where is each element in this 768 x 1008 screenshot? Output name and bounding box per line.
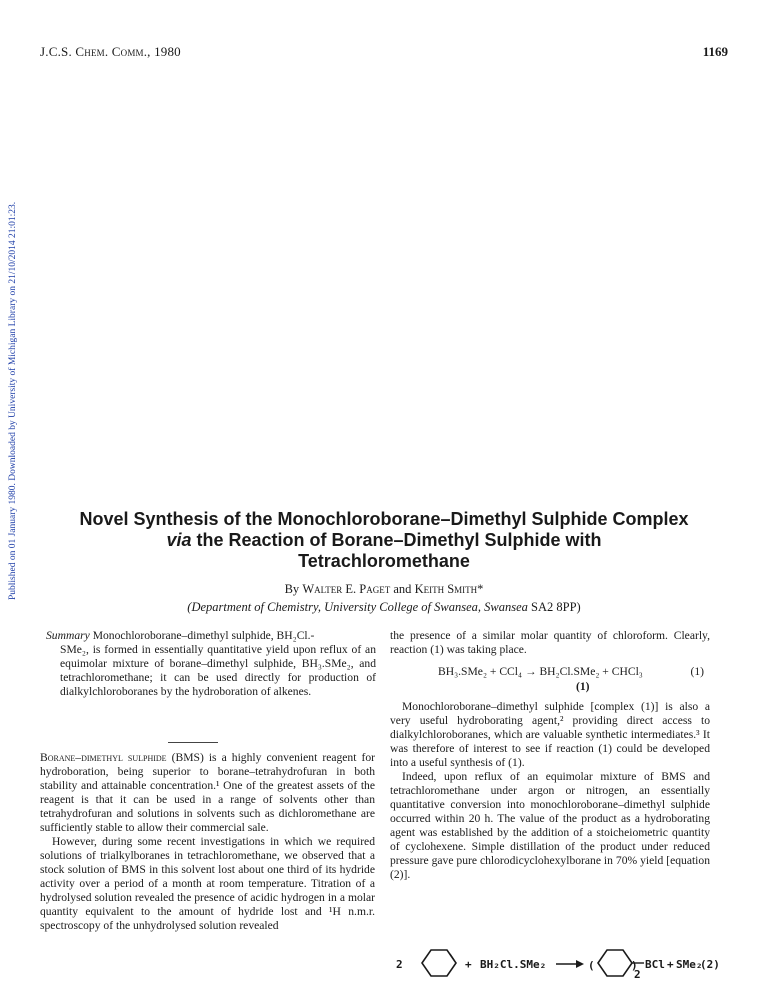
reaction-scheme-2 [388,944,720,982]
summary-label: Summary [46,629,90,642]
left-column-body [40,751,375,933]
scheme-paren-close: ) [631,959,638,972]
left-paragraph-1 [40,751,375,835]
section-divider [168,742,218,743]
title-line-1: Novel Synthesis of the Monochloroborane–Dimethyl Sulphide Complex [79,509,689,529]
left-paragraph-1-text: (BMS) is a highly convenient reagent for hydroboration, being superior to borane–tetrahydrofuran in both stability and attainable concentration.¹ One of the greatest assets of the reagent is that it can be used in a range of solvents other than tetrahydrofuran and solutions in solvents such as dichloromethane are sufficiently stable to allow their commercial sale. [40,751,375,834]
reaction-arrow [556,960,584,968]
journal-name: Chem. Comm. [75,44,148,59]
title-line-3: Tetrachloromethane [298,551,470,571]
right-paragraph-1: Monochloroborane–dimethyl sulphide [complex (1)] is also a very useful hydroborating agent,² providing direct access to dialkylchloroboranes, which are valuable synthetic intermediates.³ It was therefore of interest to see if reaction (1) could be developed into a useful synthesis of (1). [390,700,710,769]
summary-rest: SMe₂, is formed in essentially quantitative yield upon reflux of an equimolar mixture of borane–dimethyl sulphide, BH₃.SMe₂, and tetrachloromethane; it can be used directly for production of dialkylchloroboranes by the hydroboration of alkenes. [60,643,376,698]
affiliation [60,600,708,615]
scheme-subscript: 2 [634,968,641,981]
title-line-2-rest: the Reaction of Borane–Dimethyl Sulphide with [191,530,602,550]
scheme-coefficient: 2 [396,958,403,971]
equation-1-text: BH₃.SMe₂ + CCl₄ → BH₂Cl.SMe₂ + CHCl₃ [438,665,643,678]
affiliation-text: (Department of Chemistry, University College of Swansea, Swansea [187,600,528,614]
author-line [60,582,708,597]
author-1: Walter E. Paget [302,582,391,596]
right-column-intro: the presence of a similar molar quantity of chloroform. Clearly, reaction (1) was taking place. [390,629,710,656]
journal-year: , 1980 [147,44,181,59]
and-label: and [390,582,415,596]
equation-1-number: (1) [690,665,704,678]
summary-first-line: Monochloroborane–dimethyl sulphide, BH₂Cl.- [89,629,315,642]
scheme-reagent: BH₂Cl.SMe₂ [480,958,547,971]
title-via: via [166,530,192,550]
journal-prefix: J.C.S. [40,44,76,59]
scheme-byproduct: SMe₂ [676,958,703,971]
compound-label-1: (1) [576,680,590,693]
running-header [40,44,181,60]
affiliation-postcode: SA2 8PP) [527,600,581,614]
cyclohexene-structure [422,950,456,976]
bms-heading: Borane–dimethyl sulphide [40,751,167,764]
scheme-plus-1: + [465,958,472,971]
scheme-bcl: BCl [645,958,665,971]
scheme-paren-open: ( [588,959,595,972]
right-paragraph-2: Indeed, upon reflux of an equimolar mixture of BMS and tetrachloromethane under argon or nitrogen, an essentially quantitative conversion into monochloroborane–dimethyl sulphide occurred within 20 h. The value of the product as a hydroborating agent was established by the addition of a stoicheiometric quantity of cyclohexene. Simple distillation of the product under reduced pressure gave pure chlorodicyclohexylborane in 70% yield [equation (2)]. [390,770,710,881]
by-label: By [284,582,303,596]
article-title [60,509,708,572]
scheme-plus-2: + [667,958,674,971]
summary-block [46,629,376,699]
left-paragraph-2: However, during some recent investigations in which we required solutions of trialkylboranes in tetrachloromethane, we observed that a stock solution of BMS in this solvent lost about one third of its hydride activity over a period of a month at room temperature. Titration of a hydrolysed solution revealed the presence of acidic hydrogen in a molar quantity equivalent to the amount of hydride lost and ¹H n.m.r. spectroscopy of the unhydrolysed solution revealed [40,835,375,932]
scheme-number: (2) [700,958,720,971]
author-2: Keith Smith* [414,582,484,596]
right-column-body [390,700,710,882]
download-watermark[interactable]: Published on 01 January 1980. Downloaded by University of Michigan Library on 21/10/2014 21:01:23. [8,201,18,600]
title-line-2 [60,530,708,551]
page-number: 1169 [702,44,728,59]
